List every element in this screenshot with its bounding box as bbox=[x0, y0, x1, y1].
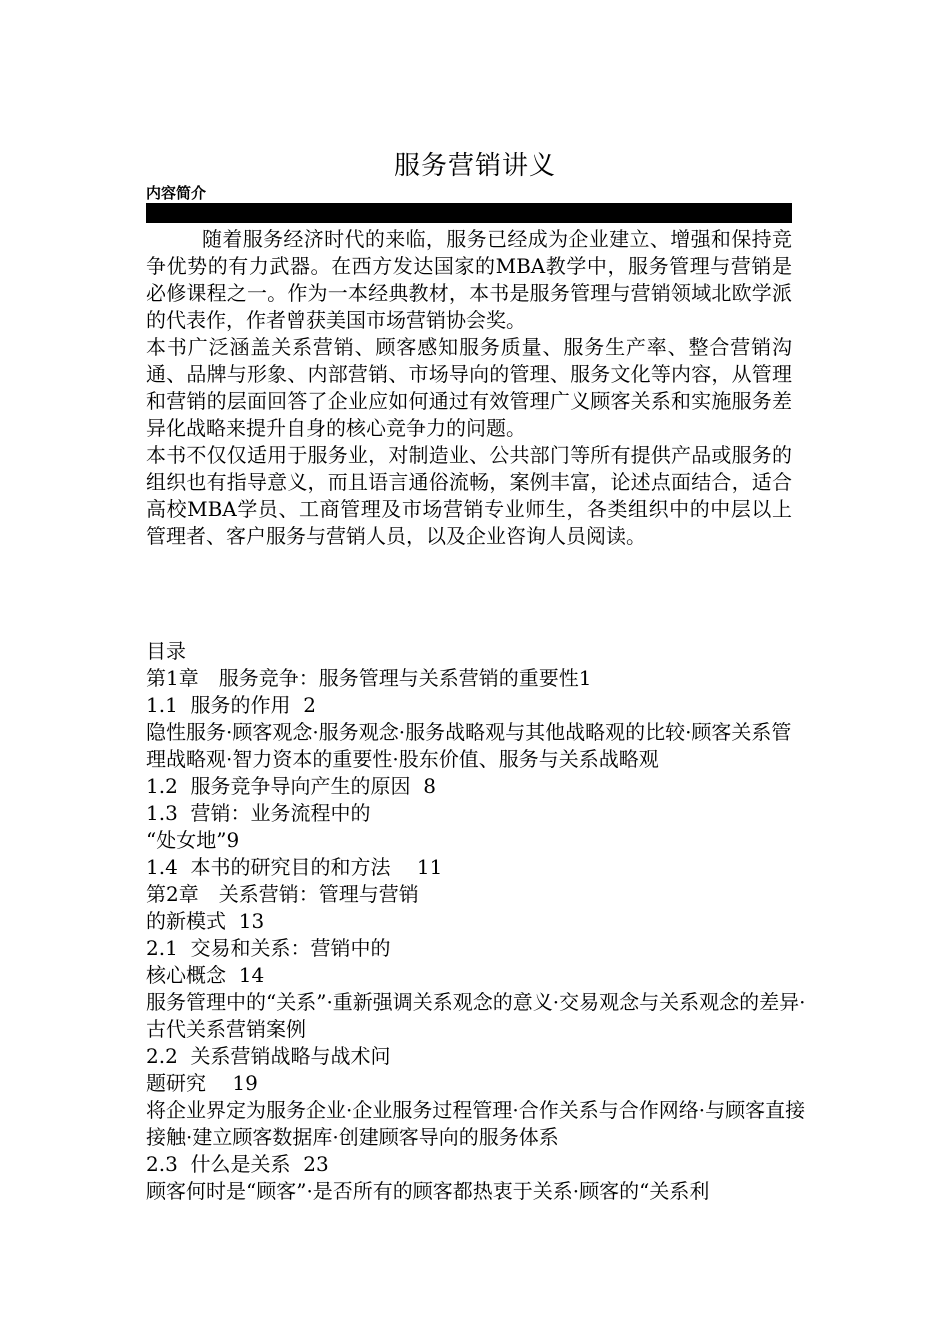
table-of-contents bbox=[146, 638, 816, 1205]
toc-section-summary: 将企业界定为服务企业·企业服务过程管理·合作关系与合作网络·与顾客直接接触·建立顾客数据库·创建顾客导向的服务体系 bbox=[146, 1098, 806, 1149]
intro-paragraph: 本书不仅仅适用于服务业，对制造业、公共部门等所有提供产品或服务的组织也有指导意义，而且语言通俗流畅，案例丰富，论述点面结合，适合高校MBA学员、工商管理及市场营销专业师生，各类组织中的中层以上管理者、客户服务与营销人员，以及企业咨询人员阅读。 bbox=[146, 443, 792, 548]
toc-section-summary: 顾客何时是“顾客”·是否所有的顾客都热衷于关系·顾客的“关系利 bbox=[146, 1179, 710, 1203]
toc-section-line-continued: 核心概念 14 bbox=[146, 963, 265, 987]
toc-section-line: 1.3 营销：业务流程中的 bbox=[146, 801, 371, 825]
toc-section-line: 2.3 什么是关系 23 bbox=[146, 1152, 329, 1176]
toc-heading: 目录 bbox=[146, 639, 186, 663]
intro-paragraph: 本书广泛涵盖关系营销、顾客感知服务质量、服务生产率、整合营销沟通、品牌与形象、内部营销、市场导向的管理、服务文化等内容，从管理和营销的层面回答了企业应如何通过有效管理广义顾客关系和实施服务差异化战略来提升自身的核心竞争力的问题。 bbox=[146, 335, 792, 440]
toc-section-line: 1.4 本书的研究目的和方法 11 bbox=[146, 855, 443, 879]
toc-section-summary: 隐性服务·顾客观念·服务观念·服务战略观与其他战略观的比较·顾客关系管理战略观·智力资本的重要性·股东价值、服务与关系战略观 bbox=[146, 720, 792, 771]
document-title: 服务营销讲义 bbox=[393, 151, 556, 181]
toc-section-summary: 服务管理中的“关系”·重新强调关系观念的意义·交易观念与关系观念的差异·古代关系营销案例 bbox=[146, 990, 806, 1041]
toc-chapter-line-continued: 的新模式 13 bbox=[146, 909, 265, 933]
intro-section bbox=[146, 226, 792, 550]
toc-section-line: 1.2 服务竞争导向产生的原因 8 bbox=[146, 774, 436, 798]
toc-chapter-line: 第2章 关系营销：管理与营销 bbox=[146, 882, 419, 906]
toc-section-line-continued: “处女地”9 bbox=[146, 828, 240, 852]
section-label: 内容简介 bbox=[146, 184, 207, 202]
toc-section-line: 1.1 服务的作用 2 bbox=[146, 693, 316, 717]
section-divider-bar bbox=[146, 203, 792, 223]
intro-paragraph: 随着服务经济时代的来临，服务已经成为企业建立、增强和保持竞争优势的有力武器。在西方发达国家的MBA教学中，服务管理与营销是必修课程之一。作为一本经典教材，本书是服务管理与营销领域北欧学派的代表作，作者曾获美国市场营销协会奖。 bbox=[146, 227, 792, 332]
toc-chapter-line: 第1章 服务竞争：服务管理与关系营销的重要性1 bbox=[146, 666, 592, 690]
toc-section-line-continued: 题研究 19 bbox=[146, 1071, 258, 1095]
toc-section-line: 2.1 交易和关系：营销中的 bbox=[146, 936, 391, 960]
toc-section-line: 2.2 关系营销战略与战术问 bbox=[146, 1044, 391, 1068]
